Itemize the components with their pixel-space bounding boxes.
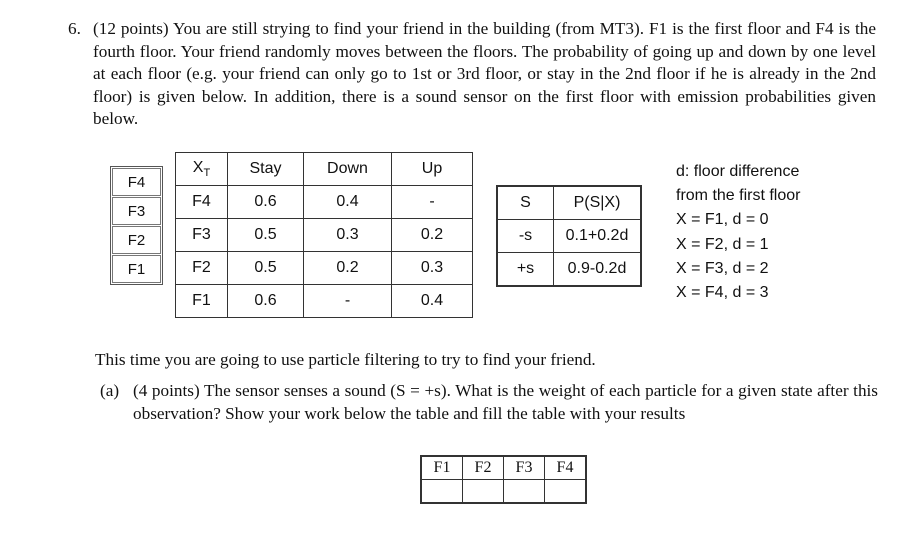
- table-row: [176, 186, 473, 219]
- up-header: Up: [392, 153, 473, 186]
- table-cell: F4: [176, 186, 228, 219]
- problem-statement: [68, 18, 876, 131]
- answer-header: F2: [463, 456, 504, 480]
- answer-cell[interactable]: [421, 480, 463, 504]
- answer-cell[interactable]: [545, 480, 587, 504]
- table-cell: 0.5: [228, 219, 304, 252]
- table-cell: 0.6: [228, 285, 304, 318]
- table-cell: F1: [176, 285, 228, 318]
- state-header: [176, 153, 228, 186]
- table-cell: F2: [176, 252, 228, 285]
- table-row: [176, 219, 473, 252]
- table-cell: 0.4: [392, 285, 473, 318]
- problem-number: 6.: [68, 19, 81, 38]
- note-line: X = F2, d = 1: [676, 235, 769, 253]
- stay-header: Stay: [228, 153, 304, 186]
- table-row: [497, 253, 641, 287]
- table-cell: 0.4: [304, 186, 392, 219]
- table-cell: +s: [497, 253, 554, 287]
- down-header: Down: [304, 153, 392, 186]
- table-row: [176, 285, 473, 318]
- table-header-row: [176, 153, 473, 186]
- table-cell: 0.6: [228, 186, 304, 219]
- note-line: from the first floor: [676, 187, 801, 205]
- floor-difference-note: [676, 160, 800, 305]
- state-var-subscript: T: [203, 167, 211, 180]
- state-var: X: [192, 158, 204, 176]
- table-cell: 0.3: [304, 219, 392, 252]
- table-cell: 0.2: [304, 252, 392, 285]
- answer-cell[interactable]: [504, 480, 545, 504]
- part-a: [100, 380, 878, 425]
- note-line: X = F3, d = 2: [676, 259, 769, 277]
- answer-header: F3: [504, 456, 545, 480]
- answer-row: [421, 480, 586, 504]
- table-cell: -s: [497, 220, 554, 253]
- floor-cell: F3: [112, 197, 161, 225]
- answer-table: [420, 455, 587, 504]
- floor-diagram: [110, 166, 163, 285]
- table-cell: 0.1+0.2d: [554, 220, 642, 253]
- table-cell: F3: [176, 219, 228, 252]
- emission-table: [496, 185, 642, 287]
- table-cell: -: [304, 285, 392, 318]
- sensor-header: S: [497, 186, 554, 220]
- floor-cell: F4: [112, 168, 161, 196]
- transition-table: [175, 152, 473, 318]
- problem-text: (12 points) You are still strying to find your friend in the building (from MT3). F1 is the first floor and F4 is the fourth floor. Your friend randomly moves between the floors. The probability of going up and down by one level at each floor (e.g. your friend can only go to 1st or 3rd floor, or stay in the 2nd floor if he is already in the 2nd floor) is given below. In addition, there is a sound sensor on the first floor with emission probabilities given below.: [93, 19, 876, 128]
- part-a-text: (4 points) The sensor senses a sound (S = +s). What is the weight of each particle for a given state after this observation? Show your work below the table and fill the table with your results: [133, 381, 878, 423]
- note-line: X = F4, d = 3: [676, 284, 769, 302]
- table-cell: 0.2: [392, 219, 473, 252]
- probability-header: P(S|X): [554, 186, 642, 220]
- note-line: d: floor difference: [676, 163, 800, 180]
- part-a-label: (a): [100, 381, 120, 400]
- table-cell: 0.9-0.2d: [554, 253, 642, 287]
- floor-cell: F2: [112, 226, 161, 254]
- particle-filter-intro: This time you are going to use particle filtering to try to find your friend.: [95, 350, 596, 369]
- table-header-row: [497, 186, 641, 220]
- answer-cell[interactable]: [463, 480, 504, 504]
- table-cell: 0.3: [392, 252, 473, 285]
- note-line: X = F1, d = 0: [676, 211, 769, 229]
- floor-cell: F1: [112, 255, 161, 283]
- answer-header: F4: [545, 456, 587, 480]
- table-cell: 0.5: [228, 252, 304, 285]
- table-row: [176, 252, 473, 285]
- table-row: [497, 220, 641, 253]
- answer-header: F1: [421, 456, 463, 480]
- table-header-row: [421, 456, 586, 480]
- table-cell: -: [392, 186, 473, 219]
